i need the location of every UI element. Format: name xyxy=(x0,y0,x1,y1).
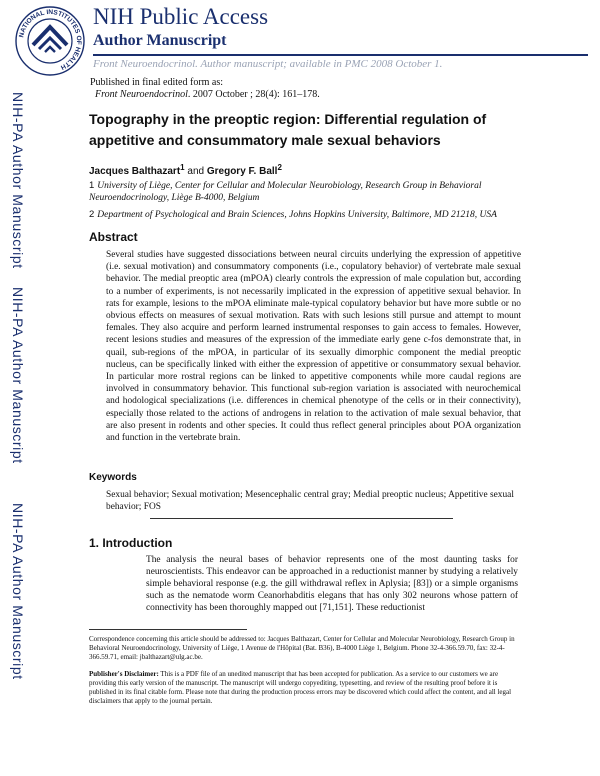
disclaimer-label: Publisher's Disclaimer: xyxy=(89,670,159,678)
author-manuscript-label: Author Manuscript xyxy=(93,32,227,49)
header-divider xyxy=(93,54,588,56)
author-list xyxy=(89,162,282,178)
abstract-text: Several studies have suggested dissociations between neural circuits underlying the expression of appetitive (i.e. sexual motivation) and consummatory components (i.e., copulatory behavior) of vertebrate male sexual behavior. The medial preoptic area (mPOA) clearly controls the expression of male copulation but, according to a number of experiments, is not necessarily implicated in the expression of appetitive sexual behavior. In rats for example, lesions to the mPOA eliminate male-typical copulatory behavior but have more subtle or no obvious effects on measures of sexual motivation. Rats with such lesions still pursue and attempt to mount females. They also acquire and perform learned instrumental responses to gain access to females. However, recent lesions studies and measures of the expression of the immediate early gene c-fos demonstrate that, in quail, sub-regions of the mPOA, in particular of its sexually dimorphic component the medial preoptic nucleus, can be specifically linked with either the expression of appetitive or consummatory sexual behavior. In particular more rostral regions can be linked to appetitive components while more caudal regions are involved in consummatory behavior. This functional sub-region variation is associated with neurochemical and hodological specializations (i.e. differences in chemical phenotype of the cells or in their connectivity), especially those related to the actions of androgens in relation to the activation of male sexual behavior, that are also present in rodents and other species. It could thus reflect general principles about POA organization and function in the vertebrate brain. xyxy=(106,250,521,444)
section-divider xyxy=(150,518,453,519)
side-label-middle: NIH-PA Author Manuscript xyxy=(10,287,26,464)
affiliation-text: Department of Psychological and Brain Sciences, Johns Hopkins University, Baltimore, MD 21218, USA xyxy=(97,210,497,220)
affiliation-number: 2 xyxy=(89,209,95,220)
keywords-heading: Keywords xyxy=(89,472,137,483)
nih-logo xyxy=(14,5,86,77)
publisher-disclaimer xyxy=(89,670,521,706)
author-name: Gregory F. Ball xyxy=(206,166,278,177)
keywords-text: Sexual behavior; Sexual motivation; Mesencephalic central gray; Medial preoptic nucleus; Appetitive sexual behavior; FOS xyxy=(106,490,514,512)
published-label: Published in final edited form as: xyxy=(90,77,224,88)
citation-journal: Front Neuroendocrinol xyxy=(95,89,188,100)
correspondence-footnote: Correspondence concerning this article should be addressed to: Jacques Balthazart, Center for Cellular and Molecular Neurobiology, Research Group in Behavioral Neuroendocrinology, University of Liège, 1 Avenue de l'Hôpital (Bat. B36), B-4000 Liège 1, Belgium. Phone 32-4-366.59.70, fax: 32-4-366.59.71, email: jbalthazart@ulg.ac.be. xyxy=(89,635,515,661)
availability-line: Front Neuroendocrinol. Author manuscript; available in PMC 2008 October 1. xyxy=(93,58,443,70)
footnote-divider xyxy=(89,629,247,630)
author-affil-sup: 2 xyxy=(277,163,282,172)
author-name: Jacques Balthazart xyxy=(89,166,181,177)
nih-seal-icon xyxy=(14,5,86,77)
introduction-text: The analysis the neural bases of behavior represents one of the most daunting tasks for neuroscientists. This endeavor can be approached in a reductionist manner by studying a relatively simple behavioral response (e.g. the gill withdrawal reflex in Aplysia; [83]) or a simple organisms such as the nematode worm Ceanorhabditis elegans that has only 302 neurons whose pattern of connectivity has been thoroughly mapped out [71,151]. These reductionist xyxy=(146,555,518,613)
disclaimer-text: This is a PDF file of an unedited manuscript that has been accepted for publication. As a service to our customers we are providing this early version of the manuscript. The manuscript will undergo copyediting, typesetting, and review of the resulting proof before it is published in its final citable form. Please note that during the production process errors may be discovered which could affect the content, and all legal disclaimers that apply to the journal pertain. xyxy=(89,670,512,705)
side-label-top: NIH-PA Author Manuscript xyxy=(10,92,26,269)
abstract-heading: Abstract xyxy=(89,230,138,244)
affiliation-number: 1 xyxy=(89,180,95,191)
affiliation xyxy=(89,180,529,204)
article-title: Topography in the preoptic region: Differential regulation of appetitive and consummatory male sexual behaviors xyxy=(89,111,487,148)
introduction-heading: 1. Introduction xyxy=(89,536,173,550)
affiliation xyxy=(89,209,529,221)
author-joiner: and xyxy=(184,166,207,177)
nih-public-access-title: NIH Public Access xyxy=(93,4,269,29)
author-affil-sup: 1 xyxy=(180,163,185,172)
citation-details: . 2007 October ; 28(4): 161–178. xyxy=(187,89,320,100)
logo-ring-text: NATIONAL INSTITUTES OF HEALTH xyxy=(18,8,83,71)
side-label-bottom: NIH-PA Author Manuscript xyxy=(10,503,26,680)
citation xyxy=(95,89,320,101)
affiliation-text: University of Liège, Center for Cellular and Molecular Neurobiology, Research Group in Behavioral Neuroendocrinology, Liège B-4000, Belgium xyxy=(89,181,482,203)
